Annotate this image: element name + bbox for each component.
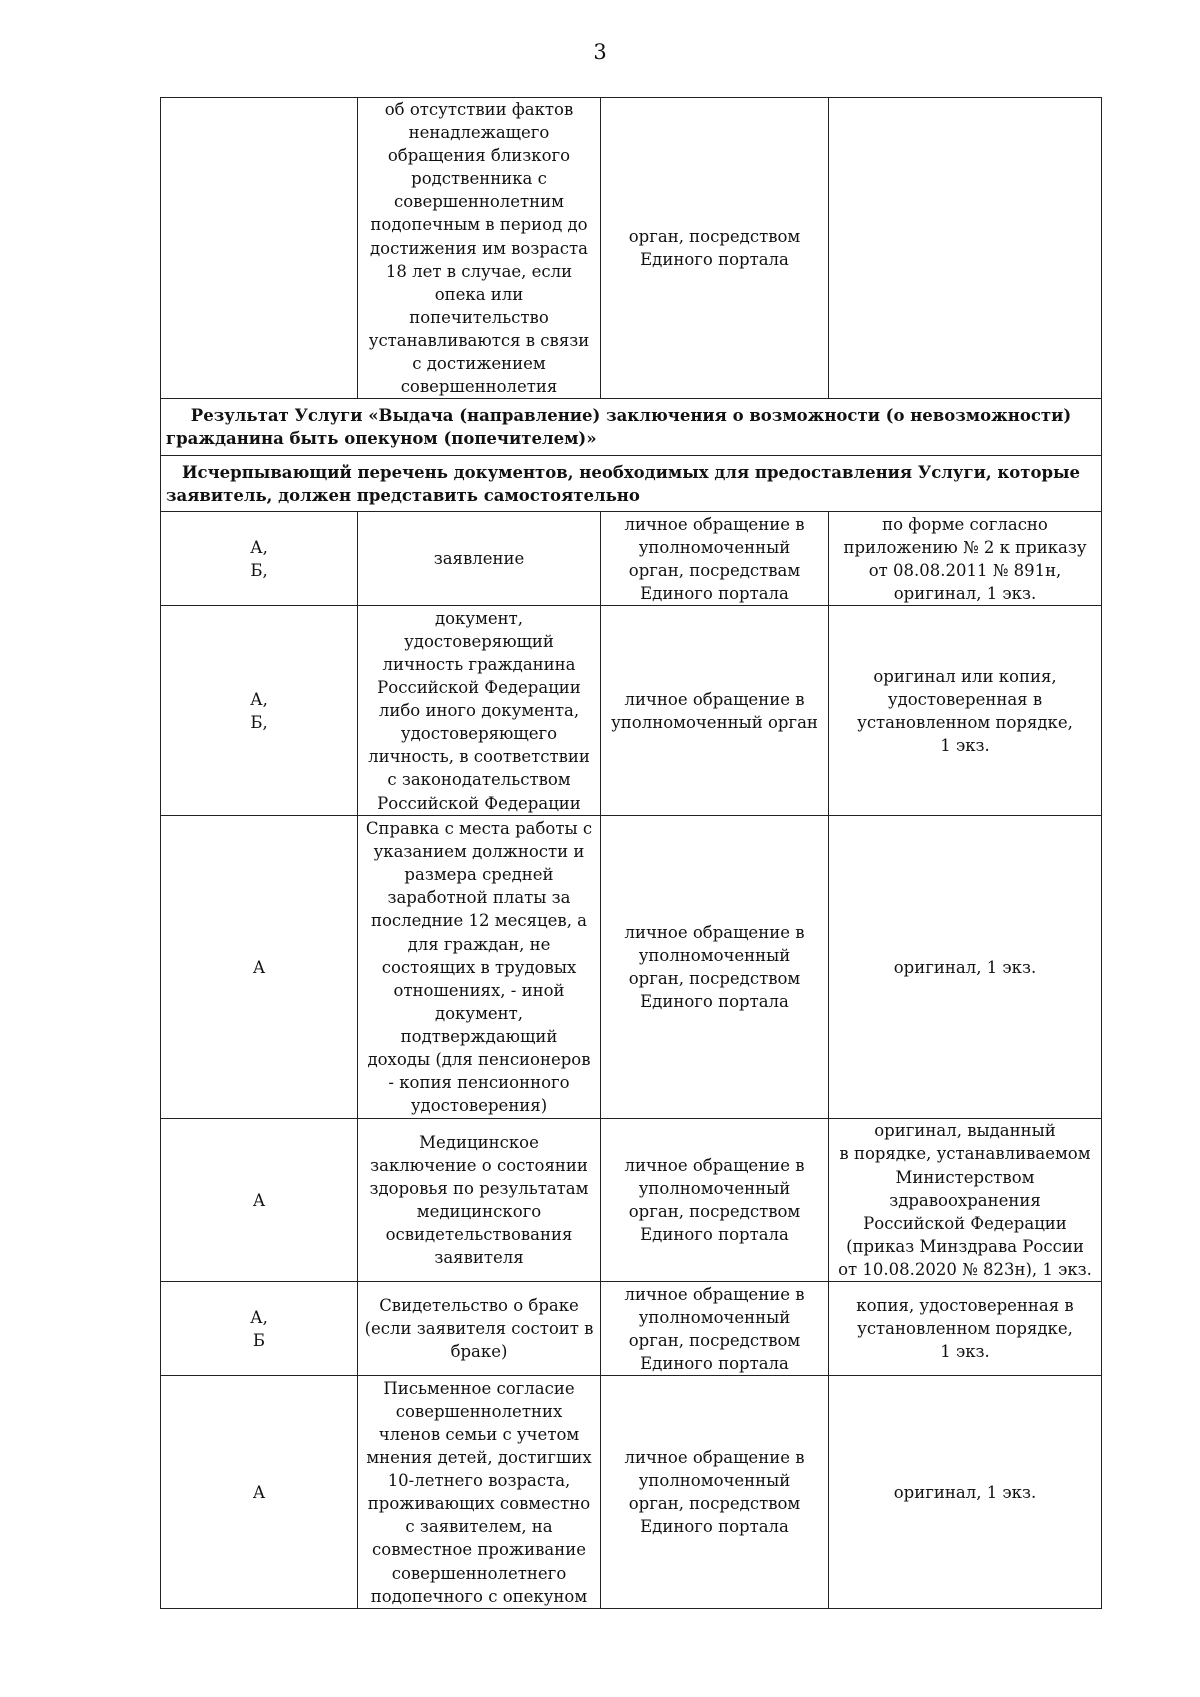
form-line: 1 экз. [940,735,990,755]
category-label: Б, [250,560,268,580]
document-line: родственника с [411,169,547,189]
table-row [161,1119,1102,1282]
category-cell [161,512,358,606]
method-line: Единого портала [640,1517,789,1537]
category-label: Б, [250,712,268,732]
method-line: личное обращение в [624,923,805,943]
form-line: Российской Федерации [863,1213,1067,1233]
document-line: с заявителем, на [405,1517,553,1537]
form-line: приложению № 2 к приказу [843,537,1087,557]
category-cell [161,606,358,816]
method-line: уполномоченный [638,946,791,966]
form-line: от 08.08.2011 № 891н, [868,560,1062,580]
table-row [161,512,1102,606]
document-line: здоровья по результатам [369,1179,589,1199]
document-line: совместное проживание [372,1540,586,1560]
method-line: орган, посредствам [628,560,801,580]
result-heading: Результат Услуги «Выдача (направление) заключения о возможности (о невозможности) гражданина быть опекуном (попечителем)» [161,399,1102,456]
document-line: совершеннолетних [395,1401,563,1421]
form-cell [829,98,1102,399]
document-line: для граждан, не [407,934,551,954]
document-cell [358,1119,601,1282]
document-line: состоящих в трудовых [381,957,577,977]
method-line: личное обращение в [624,1448,805,1468]
method-line: личное обращение в [624,689,805,709]
form-line: установленном порядке, [857,712,1073,732]
document-line: - копия пенсионного [388,1073,570,1093]
category-label: А, [250,537,268,557]
form-cell [829,1119,1102,1282]
document-line: Письменное согласие [383,1378,575,1398]
document-line: достижения им возраста [370,238,588,258]
document-line: (если заявителя состоит в [364,1319,594,1339]
category-label: А [252,1482,266,1502]
form-line: установленном порядке, [857,1319,1073,1339]
document-line: удостоверяющего [400,724,558,744]
table-row [161,1282,1102,1376]
category-label: А [252,1190,266,1210]
category-label: А, [250,1307,268,1327]
form-cell [829,1376,1102,1609]
method-line: уполномоченный [638,1471,791,1491]
table-row [161,98,1102,399]
document-line: ненадлежащего [408,123,550,143]
method-line: уполномоченный орган [611,712,818,732]
section-heading-row [161,399,1102,456]
form-line: удостоверенная в [887,689,1043,709]
document-line: Российской Федерации [377,793,581,813]
form-line: здравоохранения [889,1190,1041,1210]
document-cell [358,1282,601,1376]
method-cell [601,606,829,816]
document-line: подтверждающий [400,1026,558,1046]
method-cell [601,816,829,1119]
method-line: уполномоченный [638,537,791,557]
document-line: документ, [434,608,524,628]
document-line: устанавливаются в связи [368,330,590,350]
document-line: с достижением [412,354,546,374]
form-line: оригинал или копия, [873,666,1057,686]
method-cell [601,98,829,399]
section-heading-row [161,456,1102,512]
form-line: по форме согласно [882,514,1048,534]
method-line: уполномоченный [638,1179,791,1199]
form-line: оригинал, 1 экз. [893,583,1037,603]
document-line: личность гражданина [382,654,576,674]
category-cell [161,816,358,1119]
category-cell [161,1282,358,1376]
form-cell [829,816,1102,1119]
method-line: личное обращение в [624,1284,805,1304]
document-line: заявителя [434,1248,524,1268]
method-line: уполномоченный [638,1307,791,1327]
document-line: удостоверения) [410,1096,548,1116]
document-line: заработной платы за [387,888,571,908]
method-line: Единого портала [640,1225,789,1245]
document-line: 10-летнего возраста, [387,1471,571,1491]
document-line: размера средней [404,865,554,885]
document-line: заключение о состоянии [370,1156,588,1176]
document-line: Медицинское [419,1132,539,1152]
method-cell [601,1119,829,1282]
category-cell [161,1119,358,1282]
method-line: Единого портала [640,250,789,270]
documents-list-heading: Исчерпывающий перечень документов, необходимых для предоставления Услуги, которые заявитель, должен представить самостоятельно [161,456,1102,512]
table-row [161,816,1102,1119]
document-line: либо иного документа, [378,701,580,721]
document-line: мнения детей, достигших [366,1448,592,1468]
document-cell [358,512,601,606]
document-line: последние 12 месяцев, а [370,911,588,931]
table-row [161,606,1102,816]
method-cell [601,1376,829,1609]
document-line: доходы (для пенсионеров [367,1050,591,1070]
form-line: оригинал, 1 экз. [893,1482,1037,1502]
form-cell [829,1282,1102,1376]
document-line: медицинского [416,1202,542,1222]
document-cell [358,816,601,1119]
document-line: подопечного с опекуном [370,1586,588,1606]
category-label: А, [250,689,268,709]
method-line: орган, посредством [628,1202,801,1222]
document-line: проживающих совместно [367,1494,591,1514]
document-line: совершеннолетним [393,192,565,212]
document-line: удостоверяющий [404,631,554,651]
method-line: орган, посредством [628,1330,801,1350]
form-line: 1 экз. [940,1342,990,1362]
document-line: опека или [434,284,524,304]
method-line: Единого портала [640,1353,789,1373]
form-line: Министерством [895,1167,1035,1187]
method-line: Единого портала [640,992,789,1012]
document-line: Справка с места работы с [365,819,593,839]
page-number: 3 [593,40,607,64]
document-line: об отсутствии фактов [384,100,574,119]
method-line: орган, посредством [628,227,801,247]
document-line: указанием должности и [373,842,585,862]
document-line: отношениях, - иной [393,980,565,1000]
form-line: от 10.08.2020 № 823н), 1 экз. [838,1259,1092,1279]
document-line: браке) [450,1342,508,1362]
document-line: совершеннолетнего [391,1563,567,1583]
form-cell [829,512,1102,606]
category-label: Б [252,1330,266,1350]
document-cell [358,98,601,399]
document-line: документ, [434,1003,524,1023]
method-cell [601,1282,829,1376]
document-line: членов семьи с учетом [378,1424,580,1444]
category-label: А [252,957,266,977]
document-line: попечительство [409,307,549,327]
table-row [161,1376,1102,1609]
category-cell [161,98,358,399]
method-line: Единого портала [640,583,789,603]
form-cell [829,606,1102,816]
document-line: заявление [433,549,525,569]
method-line: орган, посредством [628,969,801,989]
document-line: Свидетельство о браке [379,1296,579,1316]
form-line: (приказ Минздрава России [846,1236,1084,1256]
document-line: с законодательством [387,770,571,790]
form-line: оригинал, выданный [874,1121,1056,1141]
document-line: освидетельствования [385,1225,573,1245]
document-line: обращения близкого [387,146,571,166]
method-line: личное обращение в [624,514,805,534]
documents-table [160,97,1102,1609]
method-cell [601,512,829,606]
document-line: совершеннолетия [400,377,558,397]
document-cell [358,1376,601,1609]
document-line: подопечным в период до [370,215,588,235]
document-cell [358,606,601,816]
form-line: оригинал, 1 экз. [893,957,1037,977]
form-line: в порядке, устанавливаемом [839,1144,1091,1164]
category-cell [161,1376,358,1609]
document-line: Российской Федерации [377,678,581,698]
method-line: личное обращение в [624,1156,805,1176]
form-line: копия, удостоверенная в [856,1296,1074,1316]
document-line: 18 лет в случае, если [385,261,573,281]
method-line: орган, посредством [628,1494,801,1514]
document-line: личность, в соответствии [368,747,590,767]
